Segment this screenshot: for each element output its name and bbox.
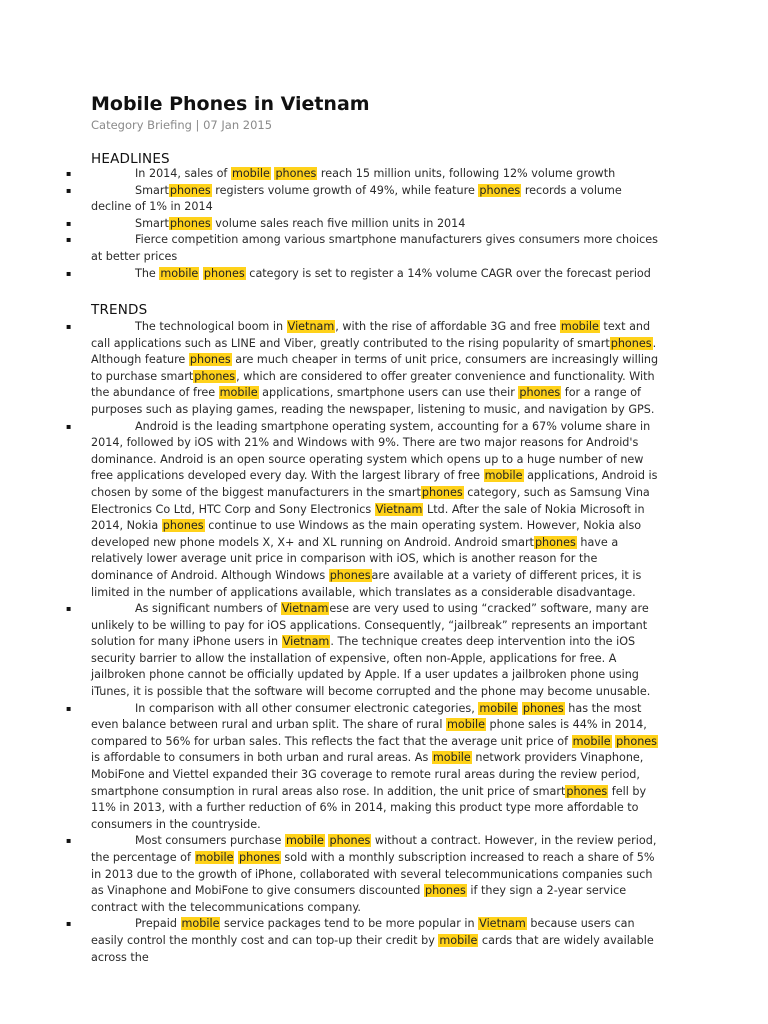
highlighted-term: phones xyxy=(479,183,521,197)
bullet-icon: ▪ xyxy=(66,421,72,431)
highlighted-term: mobile xyxy=(479,701,518,715)
bullet-icon: ▪ xyxy=(66,185,72,195)
highlighted-term: mobile xyxy=(484,469,523,483)
highlighted-term: mobile xyxy=(160,266,199,280)
list-item: ▪ As significant numbers of Vietnamese are very used to using “cracked” software, many are unlikely to be willing to pay for iOS applications. Consequently, “jailbreak” represents an important solution for many iPhone users in Vietnam. The technique creates deep intervention into the iOS security barrier to allow the installation of expensive, often non-Apple, applications for free. A jailbroken phone cannot be officially updated by Apple. If a user updates a jailbroken phone using iTunes, it is possible that the software will become corrupted and the phone may become unusable. xyxy=(66,602,651,699)
highlighted-term: phones xyxy=(566,784,608,798)
highlighted-term: Vietnam xyxy=(281,602,329,616)
bullet-icon: ▪ xyxy=(66,218,72,228)
highlighted-term: Vietnam xyxy=(287,320,335,333)
list-item: ▪ Most consumers purchase mobile phones without a contract. However, in the review period, the percentage of mobile phones sold with a monthly subscription increased to reach a share of 5% in 2013 due to the growth of iPhone, collaborated with several telecommunications companies such as Vinaphone and MobiFone to give consumers discounted phones if they sign a 2-year service contract with the telecommunications company. xyxy=(66,834,657,914)
highlighted-term: phones xyxy=(189,353,231,367)
trends-heading: TRENDS xyxy=(91,302,148,318)
bullet-icon: ▪ xyxy=(66,836,72,846)
list-item: ▪ The mobile phones category is set to register a 14% volume CAGR over the forecast period xyxy=(91,266,661,283)
trends-list xyxy=(66,319,661,966)
highlighted-term: mobile xyxy=(231,167,270,180)
highlighted-term: phones xyxy=(203,266,245,280)
list-item: ▪ Smartphones volume sales reach five million units in 2014 xyxy=(91,216,661,233)
highlighted-term: phones xyxy=(169,216,211,230)
highlighted-term: mobile xyxy=(195,851,234,864)
headlines-heading: HEADLINES xyxy=(91,151,170,167)
highlighted-term: phones xyxy=(522,701,564,715)
list-item: ▪ The technological boom in Vietnam, with the rise of affordable 3G and free mobile text and call applications such as LINE and Viber, greatly contributed to the rising popularity of smartphones. Although feature phones are much cheaper in terms of unit price, consumers are increasingly willing to purchase smartphones, which are considered to offer greater convenience and functionality. With the abundance of free mobile applications, smartphone users can use their phones for a range of purposes such as playing games, reading the newspaper, listening to music, and navigation by GPS. xyxy=(66,320,659,416)
highlighted-term: phones xyxy=(162,519,204,533)
highlighted-term: mobile xyxy=(572,734,611,748)
highlighted-term: mobile xyxy=(285,834,324,848)
bullet-icon: ▪ xyxy=(66,703,72,713)
highlighted-term: phones xyxy=(329,568,371,582)
highlighted-term: Vietnam xyxy=(479,917,526,931)
highlighted-term: phones xyxy=(169,183,211,197)
highlighted-term: mobile xyxy=(560,320,599,333)
highlighted-term: phones xyxy=(610,336,652,350)
highlighted-term: mobile xyxy=(181,917,220,931)
highlighted-term: mobile xyxy=(219,386,258,400)
bullet-icon: ▪ xyxy=(66,169,72,178)
highlighted-term: phones xyxy=(424,884,466,898)
highlighted-term: phones xyxy=(519,386,561,400)
highlighted-term: phones xyxy=(616,734,657,748)
highlighted-term: phones xyxy=(329,834,371,848)
bullet-icon: ▪ xyxy=(66,322,72,331)
bullet-icon: ▪ xyxy=(66,268,72,278)
highlighted-term: phones xyxy=(239,851,280,864)
page-title: Mobile Phones in Vietnam xyxy=(91,93,370,115)
list-item: ▪ Fierce competition among various smartphone manufacturers gives consumers more choices at better prices xyxy=(66,233,658,263)
highlighted-term: phones xyxy=(275,167,317,180)
highlighted-term: phones xyxy=(534,535,576,549)
bullet-icon: ▪ xyxy=(66,919,72,929)
highlighted-term: Vietnam xyxy=(282,635,330,649)
highlighted-term: phones xyxy=(194,369,236,383)
bullet-icon: ▪ xyxy=(66,235,72,245)
highlighted-term: phones xyxy=(421,485,463,499)
list-item: ▪ Android is the leading smartphone operating system, accounting for a 67% volume share in 2014, followed by iOS with 21% and Windows with 9%. There are two major reasons for Android's dominance. Android is an open source operating system which opens up to a huge number of new free applications developed every day. With the largest library of free mobile applications, Android is chosen by some of the biggest manufacturers in the smartphones category, such as Samsung Vina Electronics Co Ltd, HTC Corp and Sony Electronics Vietnam Ltd. After the sale of Nokia Microsoft in 2014, Nokia phones continue to use Windows as the main operating system. However, Nokia also developed new phone models X, X+ and XL running on Android. Android smartphones have a relatively lower average unit price in comparison with iOS, which is another reason for the dominance of Android. Although Windows phonesare available at a variety of different prices, it is limited in the number of applications available, which translates as a considerable disadvantage. xyxy=(66,419,658,599)
highlighted-term: Vietnam xyxy=(375,502,423,516)
list-item: ▪ Smartphones registers volume growth of 49%, while feature phones records a volume decline of 1% in 2014 xyxy=(66,183,622,214)
list-item: ▪ In comparison with all other consumer electronic categories, mobile phones has the most even balance between rural and urban split. The share of rural mobile phone sales is 44% in 2014, compared to 56% for urban sales. This reflects the fact that the average unit price of mobile phones is affordable to consumers in both urban and rural areas. As mobile network providers Vinaphone, MobiFone and Viettel expanded their 3G coverage to remote rural areas during the review period, smartphone consumption in rural areas also rose. In addition, the unit price of smartphones fell by 11% in 2013, with a further reduction of 6% in 2014, making this product type more affordable to consumers in the countryside. xyxy=(66,701,657,831)
briefing-subtitle: Category Briefing | 07 Jan 2015 xyxy=(91,118,273,132)
highlighted-term: mobile xyxy=(432,751,471,765)
highlighted-term: mobile xyxy=(447,718,485,732)
headlines-list xyxy=(66,166,661,282)
bullet-icon: ▪ xyxy=(66,604,72,614)
list-item: ▪ Prepaid mobile service packages tend to be more popular in Vietnam because users can easily control the monthly cost and can top-up their credit by mobile cards that are widely available across the xyxy=(66,917,654,964)
list-item: ▪ In 2014, sales of mobile phones reach 15 million units, following 12% volume growth xyxy=(91,166,661,183)
highlighted-term: mobile xyxy=(439,933,478,947)
